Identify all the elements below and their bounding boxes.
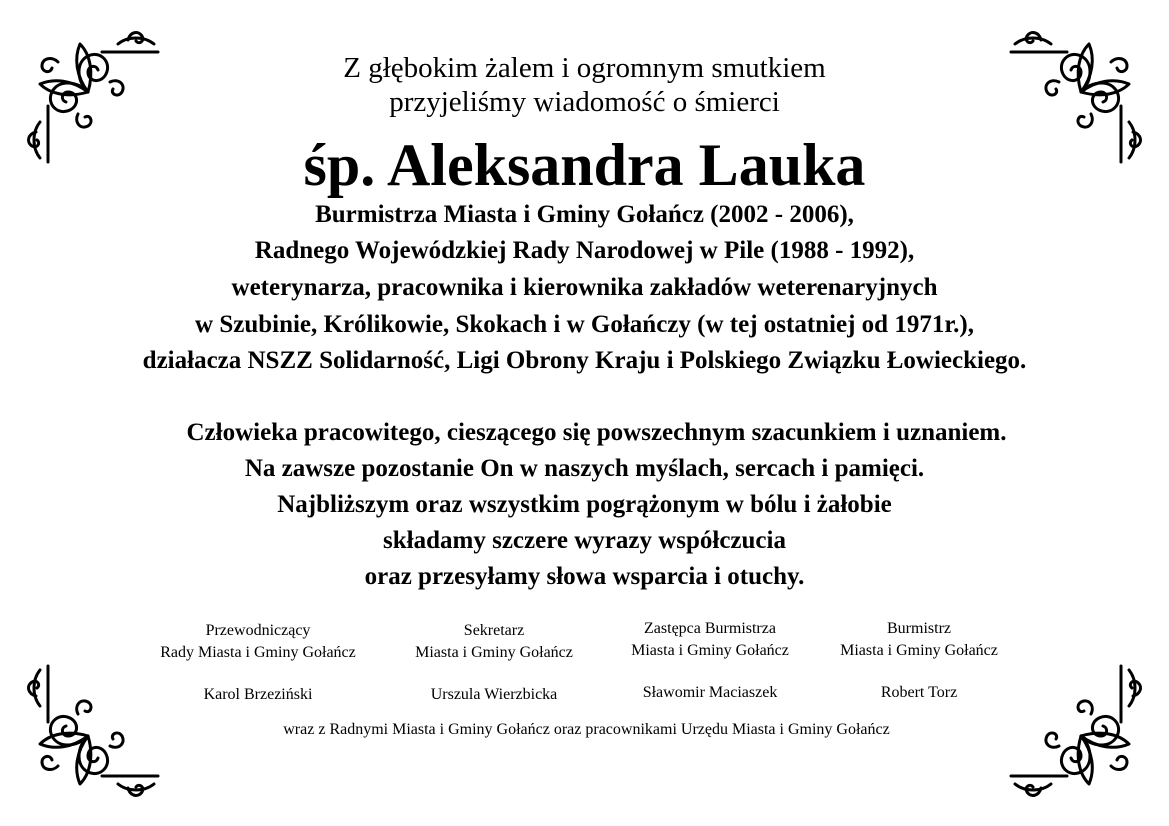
intro-line-2: przyjeliśmy wiadomość o śmierci: [389, 86, 780, 118]
tribute-line-5: oraz przesyłamy słowa wsparcia i otuchy.: [364, 563, 805, 590]
signatory-2-title-line-1: Sekretarz: [463, 622, 525, 639]
signatory-1-name: Karol Brzeziński: [203, 686, 313, 703]
biography-line-3: weterynarza, pracownika i kierownika zakładów weterenaryjnych: [231, 274, 938, 301]
biography-line-2: Radnego Wojewódzkiej Rady Narodowej w Pile (1988 - 1992),: [254, 237, 915, 264]
tribute-line-1: Człowieka pracowitego, cieszącego się powszechnym szacunkiem i uznaniem.: [186, 419, 1007, 446]
biography-line-4: w Szubinie, Królikowie, Skokach i w Gołańczy (w tej ostatniej od 1971r.),: [195, 311, 974, 338]
footer-note: wraz z Radnymi Miasta i Gminy Gołańcz oraz pracownikami Urzędu Miasta i Gminy Gołańcz: [283, 721, 890, 738]
signatory-2-name: Urszula Wierzbicka: [430, 686, 558, 703]
signatory-1-title: [128, 620, 388, 664]
signatory-4-name: Robert Torz: [880, 684, 958, 701]
intro-line-1: Z głębokim żalem i ogromnym smutkiem: [343, 52, 826, 84]
signatory-1-title-line-2: Rady Miasta i Gminy Gołańcz: [160, 644, 356, 661]
tribute-line-3: Najbliższym oraz wszystkim pogrążonym w bólu i żałobie: [277, 491, 892, 518]
signatory-2-title-line-2: Miasta i Gminy Gołańcz: [415, 644, 573, 661]
signatory-1-title-line-1: Przewodniczący: [205, 622, 311, 639]
deceased-name: śp. Aleksandra Lauka: [303, 132, 866, 198]
signatory-3-title-line-2: Miasta i Gminy Gołańcz: [631, 642, 789, 659]
signatory-3-name: Sławomir Maciaszek: [642, 684, 778, 701]
signatory-3-title-line-1: Zastępca Burmistrza: [644, 620, 776, 637]
biography-line-5: działacza NSZZ Solidarność, Ligi Obrony Kraju i Polskiego Związku Łowieckiego.: [142, 347, 1027, 374]
biography-line-1: Burmistrza Miasta i Gminy Gołańcz (2002 - 2006),: [315, 201, 854, 228]
tribute-line-4: składamy szczere wyrazy współczucia: [383, 527, 786, 554]
signatory-4-title-line-2: Miasta i Gminy Gołańcz: [840, 642, 998, 659]
signatory-4-title: [789, 618, 1049, 662]
tribute-line-2: Na zawsze pozostanie On w naszych myślach, sercach i pamięci.: [244, 455, 925, 482]
signatory-4-title-line-1: Burmistrz: [887, 620, 951, 637]
